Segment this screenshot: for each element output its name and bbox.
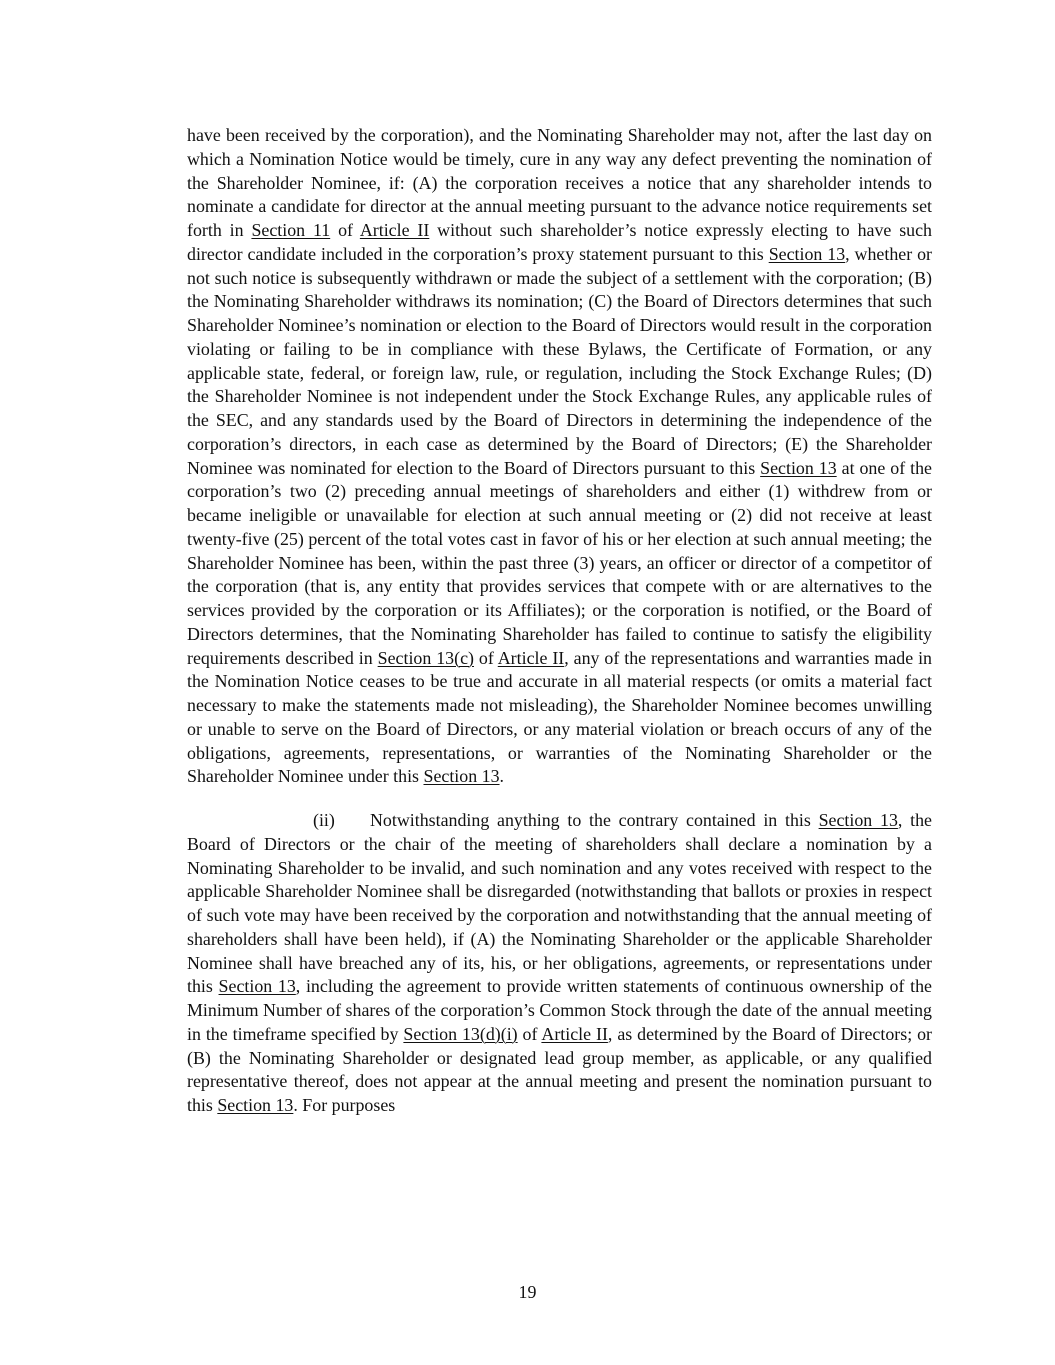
paragraph-text: without such shareholder’s notice expressly electing to have such director candidate included in the corporation’s proxy statement pursuant to this	[187, 220, 933, 264]
section-reference: Section 13(c)	[377, 647, 474, 668]
paragraph-continued	[187, 124, 932, 789]
paragraph-number: (ii)	[313, 810, 335, 830]
paragraph-text: , the Board of Directors or the chair of the meeting of shareholders shall declare a nomination by a Nominating Shareholder to be invalid, and such nomination and any votes received with respect to the applicable Shareholder Nominee shall be disregarded (notwithstanding that ballots or proxies in respect of such vote may have been received by the corporation and notwithstanding that the annual meeting of shareholders shall have been held), if (A) the Nominating Shareholder or the applicable Shareholder Nominee shall have breached any of its, his, or her obligations, agreements, or representations under this	[187, 810, 932, 997]
page-number: 19	[518, 1282, 537, 1302]
paragraph-text: have been received by the corporation), and the Nominating Shareholder may not, after the last day on which a Nomination Notice would be timely, cure in any way any defect preventing the nomination of the Shareholder Nominee, if: (A) the corporation receives a notice that any shareholder intends to nominate a candidate for director at the annual meeting pursuant to the advance notice requirements set forth in	[187, 125, 932, 240]
article-reference: Article II	[359, 220, 430, 240]
paragraph-text: Notwithstanding anything to the contrary contained in this	[370, 810, 819, 830]
paragraph-text: , as determined by the Board of Directors; or (B) the Nominating Shareholder or designated lead group member, as applicable, or any qualified representative thereof, does not appear at the annual meeting and present the nomination pursuant to this	[187, 1023, 932, 1115]
section-reference: Section 13	[760, 457, 837, 478]
section-reference: Section 13	[768, 243, 846, 264]
paragraph-text: , whether or not such notice is subsequently withdrawn or made the subject of a settlement with the corporation; (B) the Nominating Shareholder withdraws its nomination; (C) the Board of Directors determines that such Shareholder Nominee’s nomination or election to the Board of Directors would result in the corporation violating or failing to be in compliance with these Bylaws, the Certificate of Formation, or any applicable state, federal, or foreign law, rule, or regulation, including the Stock Exchange Rules; (D) the Shareholder Nominee is not independent under the Stock Exchange Rules, any applicable rules of the SEC, and any standards used by the Board of Directors in determining the independence of the corporation’s directors, in each case as determined by the Board of Directors; (E) the Shareholder Nominee was nominated for election to the Board of Directors pursuant to this	[187, 243, 932, 478]
paragraph-text: , including the agreement to provide written statements of continuous ownership of the Minimum Number of shares of the corporation’s Common Stock through the date of the annual meeting in the timeframe specified by	[187, 976, 932, 1044]
paragraph-ii	[187, 809, 932, 1118]
paragraph-text: .	[499, 766, 505, 787]
section-reference: Section 13	[218, 976, 296, 997]
section-reference: Section 13	[818, 810, 898, 830]
article-reference: Article II	[541, 1023, 608, 1044]
paragraph-text: . For purposes	[293, 1095, 396, 1115]
document-body	[187, 124, 932, 1118]
paragraph-text: at one of the corporation’s two (2) preceding annual meetings of shareholders and either (1) withdrew from or became ineligible or unavailable for election at such annual meeting or (2) did not receive at least twenty-five (25) percent of the total votes cast in favor of his or her election at such annual meeting; the Shareholder Nominee has been, within the past three (3) years, an officer or director of a competitor of the corporation (that is, any entity that provides services that compete with or are alternatives to the services provided by the corporation or its Affiliates); or the corporation is notified, or the Board of Directors determines, that the Nominating Shareholder has failed to continue to satisfy the eligibility requirements described in	[187, 457, 932, 668]
section-reference: Section 13	[423, 766, 500, 787]
article-reference: Article II	[497, 647, 565, 668]
paragraph-text: of	[330, 220, 360, 240]
paragraph-text: of	[517, 1023, 542, 1044]
section-reference: Section 13(d)(i)	[403, 1023, 518, 1044]
section-reference: Section 11	[251, 220, 331, 240]
paragraph-text: of	[473, 647, 498, 668]
paragraph-text: , any of the representations and warranties made in the Nomination Notice ceases to be true and accurate in all material respects (or omits a material fact necessary to make the statements made not misleading), the Shareholder Nominee becomes unwilling or unable to serve on the Board of Directors, or any material violation or breach occurs of any of the obligations, agreements, representations, or warranties of the Nominating Shareholder or the Shareholder Nominee under this	[187, 647, 933, 787]
section-reference: Section 13	[217, 1095, 294, 1115]
